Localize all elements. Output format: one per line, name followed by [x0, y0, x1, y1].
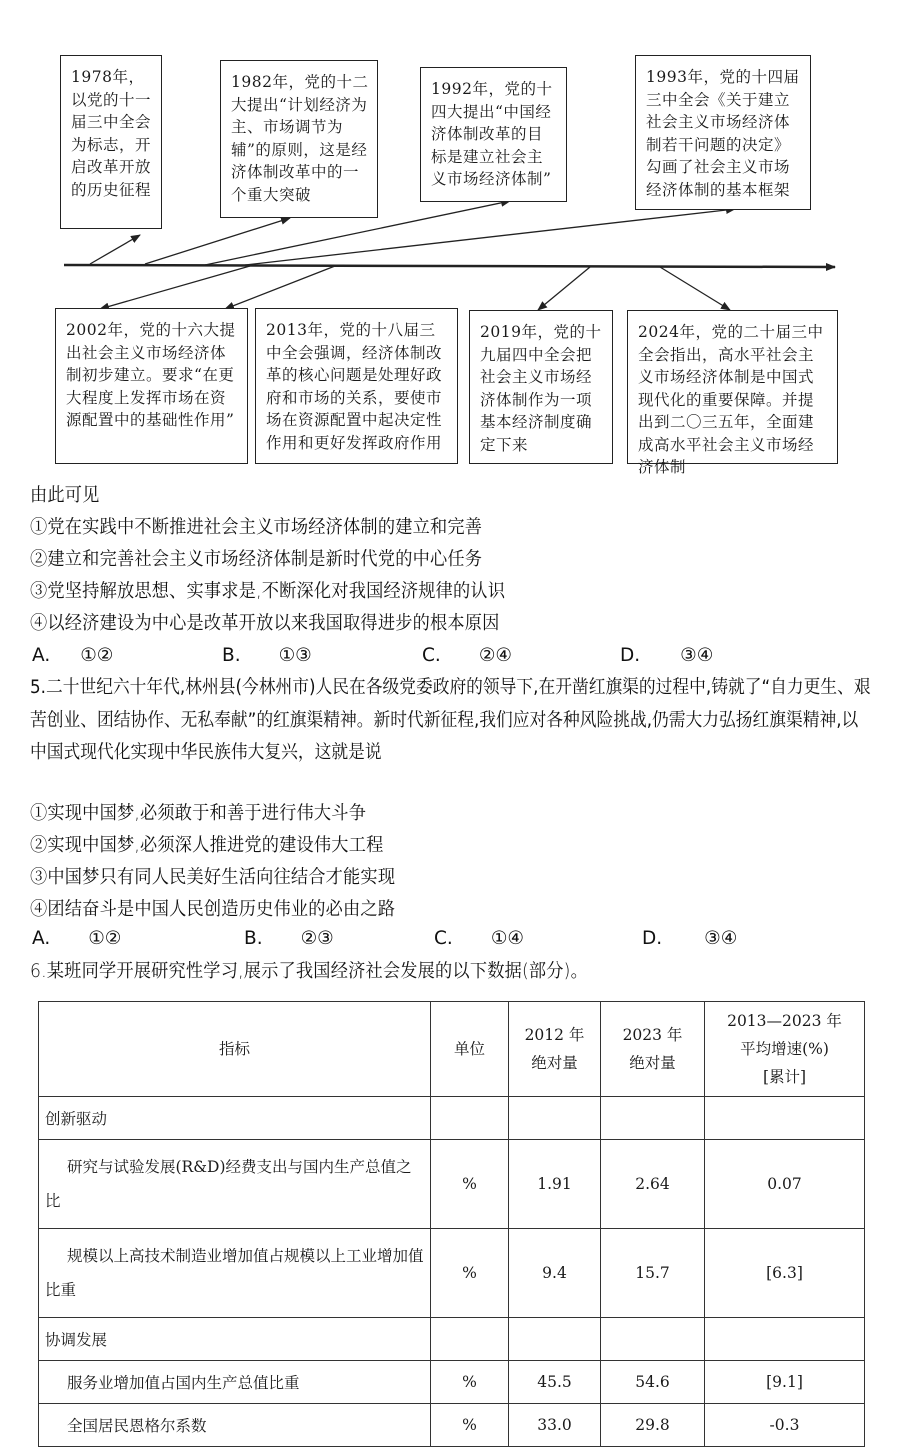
q4-statement-4: ④以经济建设为中心是改革开放以来我国取得进步的根本原因	[30, 613, 500, 634]
q5-statement-3: ③中国梦只有同人民美好生活向往结合才能实现	[30, 867, 396, 888]
option-letter: C.	[422, 645, 441, 666]
q5-stem: 5.二十世纪六十年代,林州县(今林州市)人民在各级党委政府的领导下,在开凿红旗渠的过程中,铸就了“自力更生、艰苦创业、团结协作、无私奉献”的红旗渠精神。新时代新征程,我们应对各种风险挑战,仍需大力弘扬红旗渠精神,以中国式现代化实现中华民族伟大复兴，这就是说	[30, 677, 871, 763]
option-value: ③④	[704, 928, 738, 949]
option-value: ③④	[680, 645, 714, 666]
option-letter: B.	[244, 928, 263, 949]
header-unit: 单位	[431, 1002, 509, 1097]
q4-option-a[interactable]	[32, 645, 113, 666]
q4-option-b[interactable]	[222, 645, 312, 666]
row-indicator: 全国居民恩格尔系数	[39, 1404, 431, 1447]
header-growth-label: 平均增速(%)	[740, 1040, 829, 1058]
option-letter: D.	[642, 928, 663, 949]
row-unit: %	[431, 1404, 509, 1447]
q5-option-a[interactable]	[32, 928, 121, 949]
row-growth: [9.1]	[705, 1361, 865, 1404]
header-growth	[705, 1002, 865, 1097]
q5-statement-4: ④团结奋斗是中国人民创造历史伟业的必由之路	[30, 899, 396, 920]
q5-statement-2: ②实现中国梦,必须深人推进党的建设伟大工程	[30, 835, 384, 856]
header-indicator: 指标	[39, 1002, 431, 1097]
row-growth: -0.3	[705, 1404, 865, 1447]
timeline-event-1992: 1992年，党的十四大提出“中国经济体制改革的目标是建立社会主义市场经济体制”	[420, 67, 567, 202]
timeline-event-1978: 1978年，以党的十一届三中全会为标志，开启改革开放的历史征程	[60, 55, 162, 229]
timeline-event-1993: 1993年，党的十四届三中全会《关于建立社会主义市场经济体制若干问题的决定》勾画了社会主义市场经济体制的基本框架	[635, 55, 811, 210]
option-value: ①②	[88, 928, 122, 949]
row-2012: 9.4	[509, 1229, 601, 1318]
row-indicator: 规模以上高技术制造业增加值占规模以上工业增加值比重	[39, 1229, 431, 1318]
option-value: ①②	[80, 645, 114, 666]
timeline-event-2002: 2002年，党的十六大提出社会主义市场经济体制初步建立。要求“在更大程度上发挥市场在资源配置中的基础性作用”	[55, 308, 248, 464]
row-growth: 0.07	[705, 1140, 865, 1229]
table-category-row	[39, 1097, 865, 1140]
row-2023: 54.6	[601, 1361, 705, 1404]
row-2023: 29.8	[601, 1404, 705, 1447]
row-indicator: 服务业增加值占国内生产总值比重	[39, 1361, 431, 1404]
row-2023: 15.7	[601, 1229, 705, 1318]
option-value: ①④	[490, 928, 524, 949]
arrow-1982	[145, 218, 290, 264]
q4-statement-3: ③党坚持解放思想、实事求是,不断深化对我国经济规律的认识	[30, 581, 506, 602]
table-header-row	[39, 1002, 865, 1097]
timeline-axis	[64, 265, 835, 267]
header-2012-year: 2012 年	[524, 1026, 585, 1044]
option-letter: A.	[32, 928, 51, 949]
q4-statement-1: ①党在实践中不断推进社会主义市场经济体制的建立和完善	[30, 517, 483, 538]
category-label: 创新驱动	[39, 1097, 431, 1140]
header-growth-period: 2013—2023 年	[727, 1012, 842, 1030]
table-category-row	[39, 1318, 865, 1361]
table-row	[39, 1404, 865, 1447]
row-growth: [6.3]	[705, 1229, 865, 1318]
option-value: ②③	[300, 928, 334, 949]
row-unit: %	[431, 1229, 509, 1318]
timeline-event-2024: 2024年，党的二十届三中全会指出，高水平社会主义市场经济体制是中国式现代化的重要保障。并提出到二〇三五年，全面建成高水平社会主义市场经济体制	[627, 310, 838, 464]
table-row	[39, 1361, 865, 1404]
arrow-2013	[225, 266, 335, 309]
q4-statement-2: ②建立和完善社会主义市场经济体制是新时代党的中心任务	[30, 549, 483, 570]
q5-option-b[interactable]	[244, 928, 334, 949]
q4-option-c[interactable]	[422, 645, 512, 666]
q6-stem: 6.某班同学开展研究性学习,展示了我国经济社会发展的以下数据(部分)。	[30, 961, 588, 982]
header-growth-note: [累计]	[762, 1068, 807, 1086]
header-2012	[509, 1002, 601, 1097]
arrow-1978	[90, 235, 140, 264]
option-letter: B.	[222, 645, 241, 666]
q5-statement-1: ①实现中国梦,必须敢于和善于进行伟大斗争	[30, 803, 367, 824]
row-2023: 2.64	[601, 1140, 705, 1229]
row-unit: %	[431, 1140, 509, 1229]
table-row	[39, 1140, 865, 1229]
category-label: 协调发展	[39, 1318, 431, 1361]
row-indicator: 研究与试验发展(R&D)经费支出与国内生产总值之比	[39, 1140, 431, 1229]
header-2023	[601, 1002, 705, 1097]
q5-option-d[interactable]	[642, 928, 737, 949]
arrow-2019	[538, 267, 590, 310]
table-row	[39, 1229, 865, 1318]
option-value: ①③	[278, 645, 312, 666]
timeline-event-2019: 2019年，党的十九届四中全会把社会主义市场经济体制作为一项基本经济制度确定下来	[469, 310, 613, 464]
option-letter: A.	[32, 645, 51, 666]
header-2023-label: 绝对量	[629, 1054, 676, 1072]
header-2023-year: 2023 年	[622, 1026, 683, 1044]
header-2012-label: 绝对量	[531, 1054, 578, 1072]
timeline-event-1982: 1982年，党的十二大提出“计划经济为主、市场调节为辅”的原则，这是经济体制改革中的一个重大突破	[220, 60, 378, 218]
row-unit: %	[431, 1361, 509, 1404]
timeline-event-2013: 2013年，党的十八届三中全会强调，经济体制改革的核心问题是处理好政府和市场的关系，要使市场在资源配置中起决定性作用和更好发挥政府作用	[255, 308, 458, 464]
option-value: ②④	[478, 645, 512, 666]
data-table	[38, 1001, 865, 1447]
arrow-2002	[100, 266, 250, 309]
q5-option-c[interactable]	[434, 928, 524, 949]
q4-lead: 由此可见	[30, 485, 100, 506]
option-letter: D.	[620, 645, 641, 666]
arrow-2024	[660, 267, 730, 310]
row-2012: 33.0	[509, 1404, 601, 1447]
option-letter: C.	[434, 928, 453, 949]
q4-option-d[interactable]	[620, 645, 713, 666]
row-2012: 1.91	[509, 1140, 601, 1229]
row-2012: 45.5	[509, 1361, 601, 1404]
